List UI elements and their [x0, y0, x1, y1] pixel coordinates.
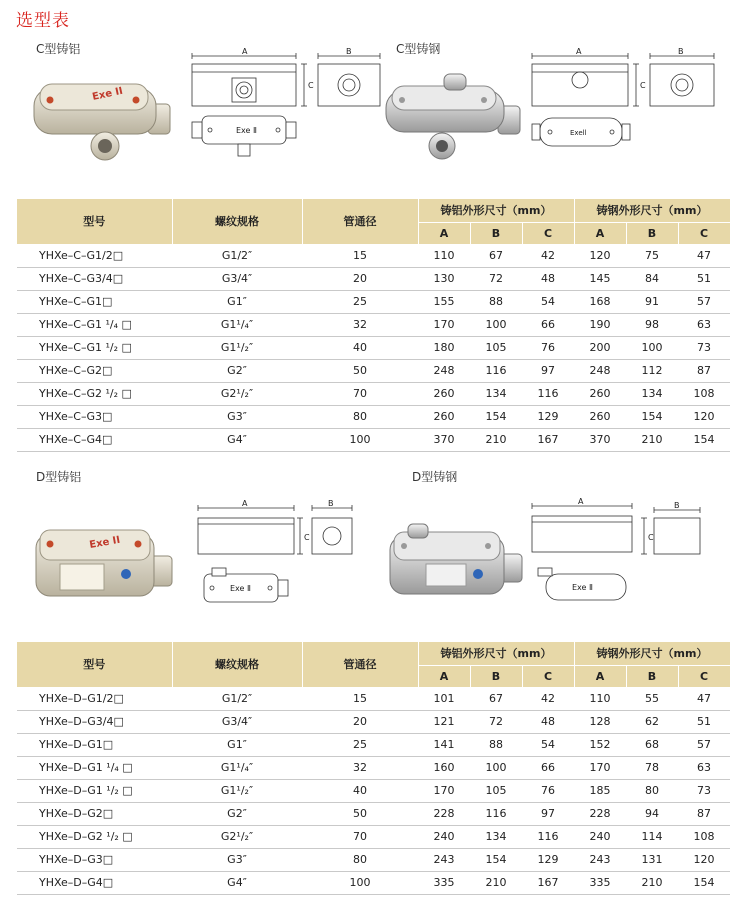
c-table-cell: G3/4″ [172, 267, 302, 290]
c-table-cell: 51 [678, 267, 730, 290]
d-table-cell: 70 [302, 825, 418, 848]
d-table-cell: G1″ [172, 733, 302, 756]
d-table-cell: YHXe–D–G3□ [17, 848, 172, 871]
d-table-cell: 105 [470, 779, 522, 802]
d-table-cell: 243 [418, 848, 470, 871]
d-table-cell: 20 [302, 710, 418, 733]
d-header-bore: 管通径 [302, 642, 418, 687]
d-table-body [17, 687, 730, 894]
c-table-cell: 70 [302, 382, 418, 405]
c-table-cell: 110 [418, 244, 470, 267]
d-table-cell: G1/2″ [172, 687, 302, 710]
c-table-cell: 116 [470, 359, 522, 382]
d-table-cell: 167 [522, 871, 574, 894]
d-table-cell: 55 [626, 687, 678, 710]
d-table-cell: 87 [678, 802, 730, 825]
c-table-cell: 190 [574, 313, 626, 336]
d-alu-drawing-marking: Exe Ⅱ [230, 584, 251, 593]
d-header-thread: 螺纹规格 [172, 642, 302, 687]
d-table-cell: 210 [626, 871, 678, 894]
d-sub-header: C [678, 665, 730, 687]
c-table-cell: 112 [626, 359, 678, 382]
d-table-cell: YHXe–D–G4□ [17, 871, 172, 894]
c-table-cell: 120 [574, 244, 626, 267]
c-header-bore: 管通径 [302, 199, 418, 244]
c-alu-marking: Exe II [91, 85, 124, 103]
d-table-cell: 100 [470, 756, 522, 779]
d-table-cell: G4″ [172, 871, 302, 894]
d-table-cell: 129 [522, 848, 574, 871]
c-alu-dim-b: B [346, 48, 352, 56]
c-table-cell: 134 [626, 382, 678, 405]
d-table-cell: YHXe–D–G1 ¹/₄ □ [17, 756, 172, 779]
d-table-cell: 76 [522, 779, 574, 802]
c-table-cell: 170 [418, 313, 470, 336]
d-aluminum-label: D型铸铝 [36, 470, 82, 484]
c-table-cell: 42 [522, 244, 574, 267]
c-table-row [17, 382, 730, 405]
d-table-cell: 240 [418, 825, 470, 848]
c-table-cell: 155 [418, 290, 470, 313]
c-table-cell: 48 [522, 267, 574, 290]
c-table-cell: YHXe–C–G1 ¹/₄ □ [17, 313, 172, 336]
d-aluminum-enclosure-photo [30, 520, 180, 612]
d-table-cell: 154 [470, 848, 522, 871]
d-table-row [17, 848, 730, 871]
c-table-row [17, 428, 730, 451]
page-title: 选型表 [16, 11, 70, 31]
d-table-cell: YHXe–D–G3/4□ [17, 710, 172, 733]
d-table-cell: 78 [626, 756, 678, 779]
c-table-cell: 129 [522, 405, 574, 428]
d-table-cell: 50 [302, 802, 418, 825]
c-table-row [17, 313, 730, 336]
c-table-cell: 66 [522, 313, 574, 336]
d-table-cell: G3″ [172, 848, 302, 871]
d-table-cell: 128 [574, 710, 626, 733]
c-table-cell: G2″ [172, 359, 302, 382]
d-table-cell: 121 [418, 710, 470, 733]
d-table-cell: 54 [522, 733, 574, 756]
d-table-cell: 72 [470, 710, 522, 733]
d-header-steel-dims: 铸钢外形尺寸（mm） [574, 642, 730, 665]
d-table-cell: 15 [302, 687, 418, 710]
c-table-cell: 75 [626, 244, 678, 267]
c-table-cell: 130 [418, 267, 470, 290]
c-table-cell: 120 [678, 405, 730, 428]
d-table-cell: 88 [470, 733, 522, 756]
d-table-cell: 25 [302, 733, 418, 756]
c-header-model: 型号 [17, 199, 172, 244]
d-alu-marking: Exe II [88, 534, 122, 551]
c-table-cell: G1¹/₄″ [172, 313, 302, 336]
d-steel-dim-b: B [674, 501, 680, 510]
c-sub-header: C [522, 222, 574, 244]
d-table-cell: 48 [522, 710, 574, 733]
c-table-cell: YHXe–C–G1□ [17, 290, 172, 313]
d-alu-dim-a: A [242, 499, 248, 508]
c-alu-dim-a: A [242, 48, 248, 56]
c-table-row [17, 405, 730, 428]
c-table-row [17, 336, 730, 359]
c-table-cell: 20 [302, 267, 418, 290]
c-table-cell: 91 [626, 290, 678, 313]
d-table-cell: 63 [678, 756, 730, 779]
c-table-cell: YHXe–C–G2□ [17, 359, 172, 382]
d-header-aluminum-dims: 铸铝外形尺寸（mm） [418, 642, 574, 665]
c-table-cell: 260 [574, 382, 626, 405]
d-table-cell: YHXe–D–G1/2□ [17, 687, 172, 710]
d-table-cell: 170 [418, 779, 470, 802]
d-table-row [17, 779, 730, 802]
d-table-cell: YHXe–D–G2 ¹/₂ □ [17, 825, 172, 848]
d-table-cell: 141 [418, 733, 470, 756]
d-table-cell: 243 [574, 848, 626, 871]
d-sub-header: B [626, 665, 678, 687]
c-steel-enclosure-photo [380, 66, 526, 168]
c-table-cell: G1″ [172, 290, 302, 313]
c-table-cell: 105 [470, 336, 522, 359]
c-table-cell: YHXe–C–G3□ [17, 405, 172, 428]
c-aluminum-drawing [188, 48, 388, 160]
d-table-cell: 80 [302, 848, 418, 871]
c-table-cell: YHXe–C–G2 ¹/₂ □ [17, 382, 172, 405]
d-table-row [17, 871, 730, 894]
d-table-cell: 57 [678, 733, 730, 756]
c-table-cell: 370 [574, 428, 626, 451]
d-table-cell: 47 [678, 687, 730, 710]
d-table-cell: 110 [574, 687, 626, 710]
d-table-row [17, 687, 730, 710]
d-table-cell: 335 [574, 871, 626, 894]
c-table-cell: 154 [626, 405, 678, 428]
c-steel-label: C型铸钢 [396, 42, 441, 56]
c-table-cell: 50 [302, 359, 418, 382]
c-alu-drawing-marking: Exe Ⅱ [236, 126, 257, 135]
d-steel-enclosure-photo [382, 520, 528, 612]
d-table-cell: 97 [522, 802, 574, 825]
d-spec-table [17, 642, 731, 895]
d-table-cell: YHXe–D–G2□ [17, 802, 172, 825]
d-table-cell: 154 [678, 871, 730, 894]
d-table-cell: 101 [418, 687, 470, 710]
c-table-cell: 72 [470, 267, 522, 290]
c-table-cell: 15 [302, 244, 418, 267]
c-table-cell: 57 [678, 290, 730, 313]
d-table-cell: 114 [626, 825, 678, 848]
d-table-cell: 100 [302, 871, 418, 894]
c-table-cell: 98 [626, 313, 678, 336]
c-table-row [17, 359, 730, 382]
c-table-cell: 100 [470, 313, 522, 336]
d-table-cell: 40 [302, 779, 418, 802]
d-table-cell: G2¹/₂″ [172, 825, 302, 848]
c-table-cell: 260 [574, 405, 626, 428]
c-table-cell: 210 [626, 428, 678, 451]
d-table-cell: 134 [470, 825, 522, 848]
c-table-cell: YHXe–C–G1 ¹/₂ □ [17, 336, 172, 359]
c-table-cell: 97 [522, 359, 574, 382]
c-header-aluminum-dims: 铸铝外形尺寸（mm） [418, 199, 574, 222]
c-aluminum-label: C型铸铝 [36, 42, 81, 56]
d-table-cell: G1¹/₄″ [172, 756, 302, 779]
d-steel-dim-c: C [648, 533, 654, 542]
d-table-cell: 185 [574, 779, 626, 802]
c-table-cell: 200 [574, 336, 626, 359]
d-sub-header: A [574, 665, 626, 687]
d-table-cell: 73 [678, 779, 730, 802]
d-table-row [17, 710, 730, 733]
c-table-cell: 84 [626, 267, 678, 290]
d-table-cell: G3/4″ [172, 710, 302, 733]
d-table-cell: G2″ [172, 802, 302, 825]
d-table-cell: 210 [470, 871, 522, 894]
d-table-cell: 240 [574, 825, 626, 848]
c-header-steel-dims: 铸钢外形尺寸（mm） [574, 199, 730, 222]
d-table-row [17, 825, 730, 848]
c-alu-dim-c: C [308, 81, 314, 90]
d-table-cell: YHXe–D–G1□ [17, 733, 172, 756]
c-table-cell: 25 [302, 290, 418, 313]
c-table-cell: 210 [470, 428, 522, 451]
d-table-cell: 335 [418, 871, 470, 894]
d-table-cell: YHXe–D–G1 ¹/₂ □ [17, 779, 172, 802]
c-sub-header: A [418, 222, 470, 244]
d-alu-dim-c: C [304, 533, 310, 542]
c-table-cell: YHXe–C–G3/4□ [17, 267, 172, 290]
c-table-cell: 80 [302, 405, 418, 428]
c-table-cell: 108 [678, 382, 730, 405]
c-table-cell: 168 [574, 290, 626, 313]
c-table-cell: 63 [678, 313, 730, 336]
d-table-row [17, 802, 730, 825]
d-table-cell: 160 [418, 756, 470, 779]
c-table-cell: YHXe–C–G1/2□ [17, 244, 172, 267]
c-table-cell: 100 [626, 336, 678, 359]
c-table-cell: 260 [418, 405, 470, 428]
c-table-cell: G4″ [172, 428, 302, 451]
c-steel-dim-c: C [640, 81, 646, 90]
c-table-cell: 87 [678, 359, 730, 382]
c-header-thread: 螺纹规格 [172, 199, 302, 244]
c-table-cell: 32 [302, 313, 418, 336]
d-steel-label: D型铸钢 [412, 470, 458, 484]
c-table-cell: G3″ [172, 405, 302, 428]
d-table-cell: 66 [522, 756, 574, 779]
c-table-cell: 154 [470, 405, 522, 428]
c-table-cell: 180 [418, 336, 470, 359]
d-alu-dim-b: B [328, 499, 334, 508]
d-table-cell: 131 [626, 848, 678, 871]
d-table-cell: 152 [574, 733, 626, 756]
d-table-cell: 228 [418, 802, 470, 825]
c-table-cell: 145 [574, 267, 626, 290]
d-table-cell: 228 [574, 802, 626, 825]
d-table-cell: 108 [678, 825, 730, 848]
c-table-cell: 76 [522, 336, 574, 359]
d-table-cell: 67 [470, 687, 522, 710]
d-sub-header: A [418, 665, 470, 687]
c-sub-header: B [470, 222, 522, 244]
c-table-row [17, 244, 730, 267]
d-sub-header: C [522, 665, 574, 687]
c-steel-dim-b: B [678, 48, 684, 56]
c-table-cell: 54 [522, 290, 574, 313]
c-sub-header: A [574, 222, 626, 244]
c-table-cell: 73 [678, 336, 730, 359]
d-table-cell: 116 [522, 825, 574, 848]
d-table-cell: 51 [678, 710, 730, 733]
c-table-cell: G1/2″ [172, 244, 302, 267]
d-table-row [17, 756, 730, 779]
d-steel-drawing-marking: Exe Ⅱ [572, 583, 593, 592]
c-table-cell: 154 [678, 428, 730, 451]
c-aluminum-enclosure-photo [30, 62, 178, 164]
c-sub-header: B [626, 222, 678, 244]
c-table-cell: 88 [470, 290, 522, 313]
c-table-cell: 370 [418, 428, 470, 451]
c-table-body [17, 244, 730, 451]
c-table-cell: G2¹/₂″ [172, 382, 302, 405]
c-sub-header: C [678, 222, 730, 244]
c-table-cell: 47 [678, 244, 730, 267]
c-table-row [17, 267, 730, 290]
c-steel-drawing [528, 48, 728, 160]
c-table-cell: 260 [418, 382, 470, 405]
d-table-cell: 62 [626, 710, 678, 733]
c-steel-dim-a: A [576, 48, 582, 56]
d-table-cell: 120 [678, 848, 730, 871]
d-table-cell: 116 [470, 802, 522, 825]
c-table-cell: 100 [302, 428, 418, 451]
c-steel-drawing-marking: Exell [570, 129, 587, 137]
c-table-cell: 134 [470, 382, 522, 405]
c-table-cell: G1¹/₂″ [172, 336, 302, 359]
d-sub-header: B [470, 665, 522, 687]
d-table-cell: 42 [522, 687, 574, 710]
d-table-cell: 32 [302, 756, 418, 779]
d-header-model: 型号 [17, 642, 172, 687]
d-steel-drawing [528, 496, 728, 616]
d-table-cell: G1¹/₂″ [172, 779, 302, 802]
d-table-row [17, 733, 730, 756]
d-steel-dim-a: A [578, 497, 584, 506]
c-table-cell: 167 [522, 428, 574, 451]
d-table-cell: 94 [626, 802, 678, 825]
c-table-cell: 40 [302, 336, 418, 359]
d-aluminum-drawing [190, 498, 360, 618]
c-table-cell: 248 [418, 359, 470, 382]
c-table-cell: YHXe–C–G4□ [17, 428, 172, 451]
c-table-cell: 248 [574, 359, 626, 382]
d-table-cell: 170 [574, 756, 626, 779]
c-table-cell: 116 [522, 382, 574, 405]
c-spec-table [17, 199, 731, 452]
c-table-cell: 67 [470, 244, 522, 267]
d-table-cell: 68 [626, 733, 678, 756]
c-table-row [17, 290, 730, 313]
d-table-cell: 80 [626, 779, 678, 802]
